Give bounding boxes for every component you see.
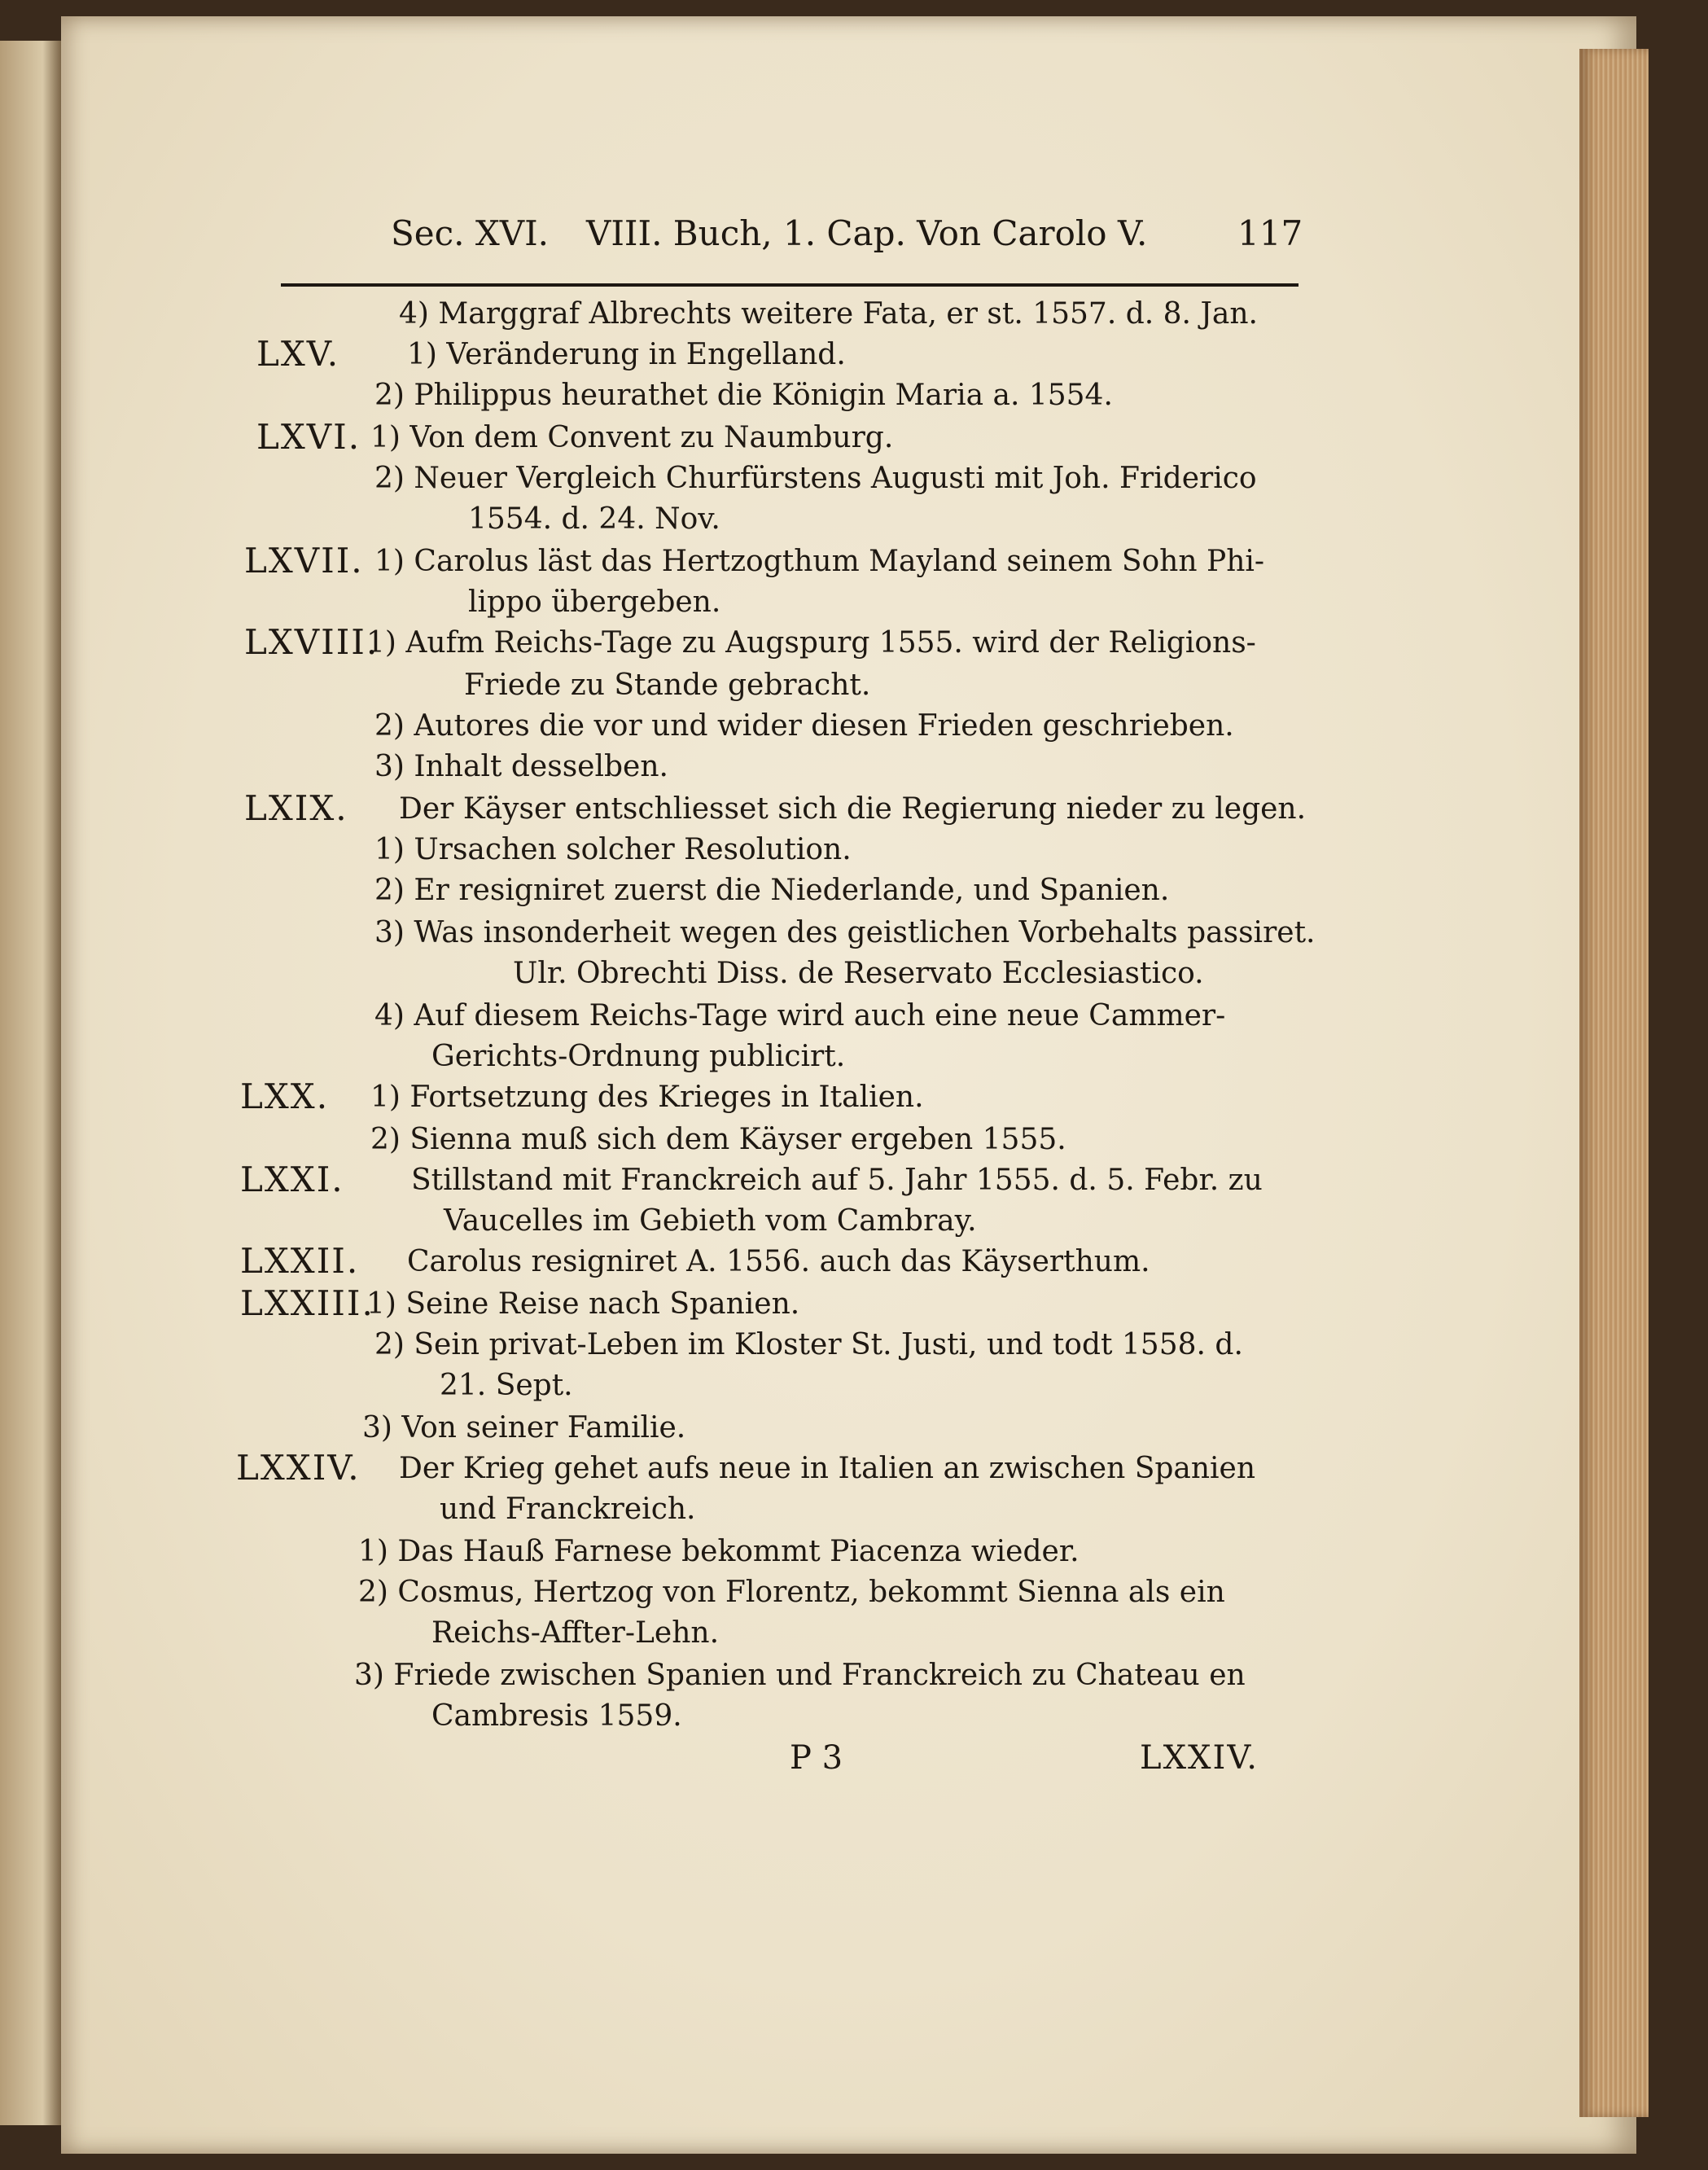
page-number: 117 (1237, 213, 1303, 253)
text-line: 3) Von seiner Familie. (362, 1411, 686, 1444)
section-numeral: LXXIII. (240, 1283, 374, 1323)
text-line: Friede zu Stande gebracht. (464, 669, 871, 702)
page-block-edge (1579, 49, 1649, 2117)
text-line: 4) Auf diesem Reichs-Tage wird auch eine neue Cammer- (374, 999, 1226, 1032)
text-line: 1) Carolus läst das Hertzogthum Mayland seinem Sohn Phi- (374, 545, 1265, 578)
section-numeral: LXX. (240, 1076, 330, 1116)
catchword: LXXIV. (1140, 1739, 1259, 1777)
text-line: 1) Ursachen solcher Resolution. (374, 833, 852, 866)
running-header (391, 213, 1327, 262)
text-line: 1) Seine Reise nach Spanien. (366, 1287, 800, 1321)
text-line: Der Krieg gehet aufs neue in Italien an zwischen Spanien (399, 1452, 1256, 1485)
text-line: 2) Sein privat-Leben im Kloster St. Justi, und todt 1558. d. (374, 1328, 1243, 1361)
text-line: 3) Friede zwischen Spanien und Franckreich zu Chateau en (354, 1659, 1246, 1692)
header-chapter: VIII. Buch, 1. Cap. Von Carolo V. (586, 213, 1148, 253)
text-line: Stillstand mit Franckreich auf 5. Jahr 1555. d. 5. Febr. zu (411, 1164, 1263, 1197)
text-line: Der Käyser entschliesset sich die Regierung nieder zu legen. (399, 792, 1307, 826)
text-line: 4) Marggraf Albrechts weitere Fata, er st. 1557. d. 8. Jan. (399, 297, 1258, 331)
text-line: 3) Inhalt desselben. (374, 750, 668, 783)
text-line: Gerichts-Ordnung publicirt. (431, 1040, 846, 1073)
text-line: Vaucelles im Gebieth vom Cambray. (444, 1204, 977, 1238)
text-line: 3) Was insonderheit wegen des geistlichen Vorbehalts passiret. (374, 916, 1316, 949)
text-line: 1) Veränderung in Engelland. (407, 338, 846, 371)
header-rule (281, 283, 1299, 287)
text-line: 2) Er resigniret zuerst die Niederlande, und Spanien. (374, 874, 1170, 907)
text-line: 1) Fortsetzung des Krieges in Italien. (370, 1081, 924, 1114)
text-line: Ulr. Obrechti Diss. de Reservato Ecclesiastico. (513, 957, 1204, 990)
text-line: Carolus resigniret A. 1556. auch das Käyserthum. (407, 1245, 1150, 1278)
text-line: 1554. d. 24. Nov. (468, 502, 720, 536)
section-numeral: LXIX. (244, 788, 348, 828)
text-line: 1) Von dem Convent zu Naumburg. (370, 421, 894, 454)
text-line: 1) Das Hauß Farnese bekommt Piacenza wieder. (358, 1535, 1080, 1568)
section-numeral: LXVIII. (244, 622, 379, 662)
text-line: 21. Sept. (440, 1369, 573, 1402)
text-line: 2) Autores die vor und wider diesen Frieden geschrieben. (374, 709, 1234, 743)
section-numeral: LXXII. (240, 1241, 360, 1281)
printer-signature: P 3 (790, 1739, 843, 1777)
text-line: Reichs-Affter-Lehn. (431, 1616, 720, 1650)
section-numeral: LXVII. (244, 541, 364, 581)
text-line: 1) Aufm Reichs-Tage zu Augspurg 1555. wird der Religions- (366, 626, 1256, 660)
text-line: lippo übergeben. (468, 585, 721, 619)
section-numeral: LXVI. (256, 417, 361, 457)
facing-page-edge (0, 41, 61, 2125)
text-line: 2) Cosmus, Hertzog von Florentz, bekommt Sienna als ein (358, 1576, 1225, 1609)
text-line: Cambresis 1559. (431, 1699, 682, 1733)
text-line: 2) Philippus heurathet die Königin Maria a. 1554. (374, 379, 1113, 412)
section-numeral: LXV. (256, 334, 340, 374)
text-line: 2) Neuer Vergleich Churfürstens Augusti mit Joh. Friderico (374, 462, 1257, 495)
section-numeral: LXXIV. (236, 1448, 361, 1488)
header-section: Sec. XVI. (391, 213, 550, 253)
text-line: 2) Sienna muß sich dem Käyser ergeben 1555. (370, 1123, 1066, 1156)
text-line: und Franckreich. (440, 1493, 696, 1526)
section-numeral: LXXI. (240, 1160, 344, 1199)
